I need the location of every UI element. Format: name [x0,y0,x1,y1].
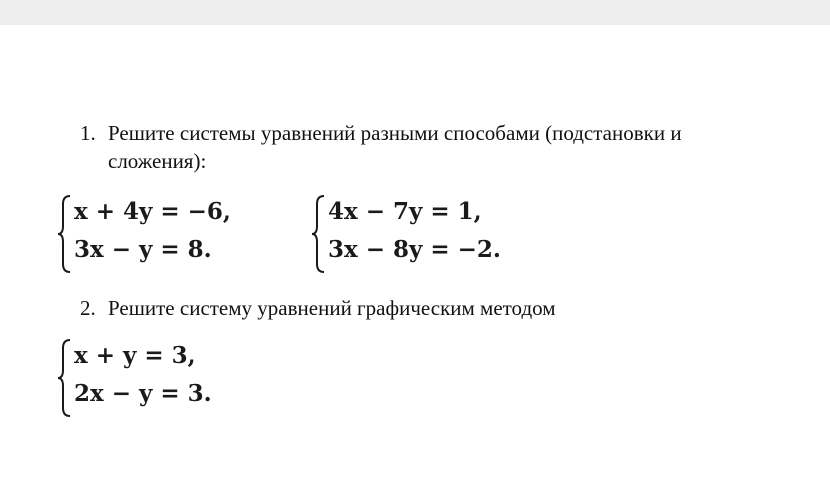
task-1-text-line-1: Решите системы уравнений разными способами (подстановки и [108,121,682,145]
system-1a-equation-2: 3x − y = 8. [74,236,212,263]
system-1a [56,192,246,276]
system-1b-equation-1: 4x − 7y = 1, [328,198,482,225]
system-2-equation-2: 2x − y = 3. [74,380,212,407]
task-2-number: 2. [80,296,96,320]
system-2 [56,336,226,420]
system-1b-equation-2: 3x − 8y = −2. [328,236,501,263]
system-2-equation-1: x + y = 3, [74,342,196,369]
brace-icon [56,336,72,420]
brace-icon [56,192,72,276]
system-1b [310,192,510,276]
system-1a-equation-1: x + 4y = −6, [74,198,231,225]
task-1-text-line-2: сложения): [108,149,207,173]
brace-icon [310,192,326,276]
task-2-text: Решите систему уравнений графическим методом [108,296,556,320]
top-bar [0,0,830,25]
task-1-number: 1. [80,121,96,145]
